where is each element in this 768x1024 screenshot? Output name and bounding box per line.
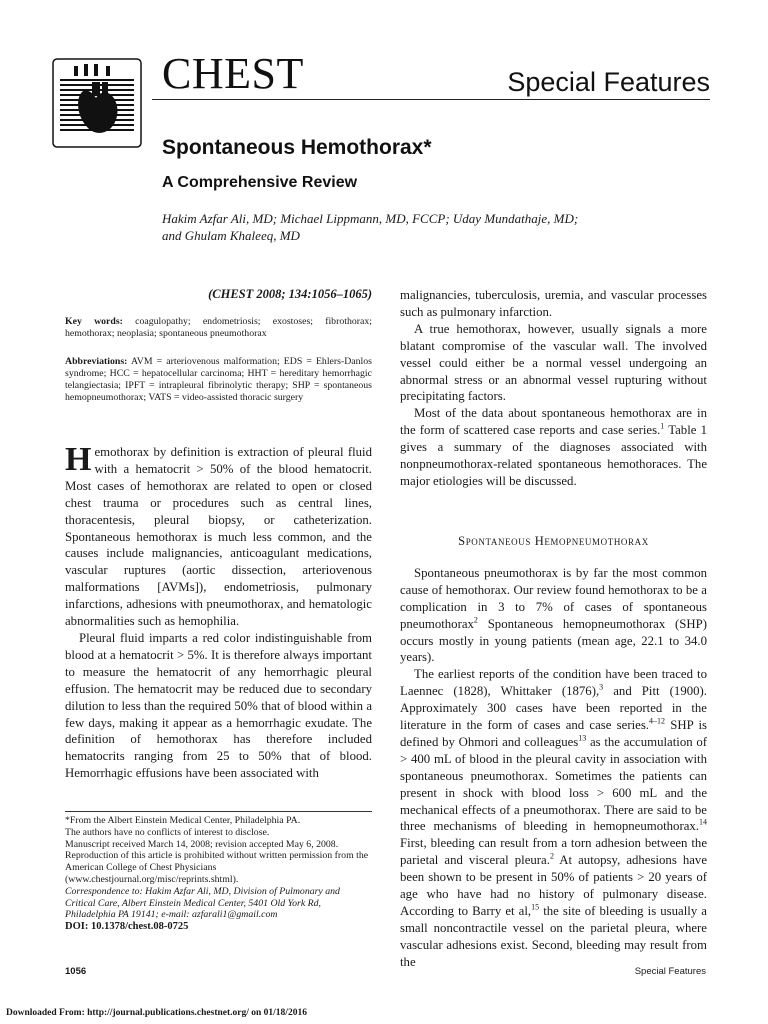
body-paragraph: Pleural fluid imparts a red color indistinguishable from blood at a hematocrit > 5%. It is therefore always important to measure the hematocrit of any hemorrhagic pleural effusion. The hematocrit may be reduced due to secondary dilution to less than the required 50% that of blood within a few days, making it appear as a hemorrhagic exudate. The definition of hemothorax has therefore included hematocrits ranging from 25 to 50% that of blood. Hemorrhagic effusions have been associated with [65,630,372,781]
page-number: 1056 [65,966,87,977]
citation-ref: 3 [599,682,604,692]
citation-ref: 2 [473,615,478,625]
section-label: Special Features [507,67,710,97]
keywords [65,316,372,340]
body-paragraph [400,565,707,666]
author-list [162,210,682,244]
citation-ref: 14 [699,818,707,828]
citation-ref: 13 [578,733,587,743]
citation-ref: 1 [660,421,665,431]
journal-title: CHEST [162,49,304,98]
paragraph-text: Spontaneous hemopneumothorax (SHP) occurs mostly in young patients (mean age, 22.1 to 34.0 years). [400,616,707,665]
body-paragraph: malignancies, tuberculosis, uremia, and vascular processes such as pulmonary infarction. [400,288,707,319]
paragraph-text: First, bleeding can result from a torn adhesion between the parietal and visceral pleura. [400,836,707,868]
footnotes [65,811,372,933]
footnote-manuscript: Manuscript received March 14, 2008; revision accepted May 6, 2008. [65,838,339,850]
author-2: Michael Lippmann, MD, FCCP; [280,211,450,226]
drop-cap: H [65,441,92,478]
abbreviations-label: Abbreviations: [65,356,128,367]
paragraph-text: At autopsy, adhesions have been shown to be present in 50% of patients > 20 years of age who have had no history of pulmonary disease. According to Barry et al, [400,853,707,918]
keywords-text: coagulopathy; endometriosis; exostoses; fibrothorax; hemothorax; neoplasia; spontaneous pneumothorax [65,316,372,339]
header-rule [152,99,710,100]
paragraph-text: Spontaneous pneumothorax is by far the most common cause of hemothorax. Our review found hemothorax to be a complication in 3 to 7% of cases of spontaneous pneumothorax [400,565,707,631]
keywords-label: Key words: [65,316,123,327]
footnote-affiliation: *From the Albert Einstein Medical Center, Philadelphia PA. [65,815,301,826]
footnote-doi: DOI: 10.1378/chest.08-0725 [65,921,189,933]
article-subtitle: A Comprehensive Review [162,174,358,191]
footnote-reproduction: Reproduction of this article is prohibited without written permission from the American College of Chest Physicians (www.chestjournal.org/misc/reprints.shtml). [65,850,369,885]
section-heading: Spontaneous Hemopneumothorax [458,533,649,548]
paragraph-text: as the accumulation of > 400 mL of blood in the pleural cavity in association with spontaneous pneumothorax. Sometimes the patients can present in shock with blood loss > 600 mL and the mechanical effects of a pneumothorax. There are said to be three mechanisms of bleeding in hemopneumothorax. [400,734,707,834]
paragraph-text: SHP is defined by Ohmori and colleagues [400,718,708,749]
download-note: Downloaded From: http://journal.publications.chestnet.org/ on 01/18/2016 [6,1008,307,1018]
left-column [65,287,372,782]
paragraph-text: the site of bleeding is usually a small noncontractile vessel on the parietal pleura, where vascular adhesions exist. Second, bleeding may result from the [400,904,707,969]
abbreviations-text: AVM = arteriovenous malformation; EDS = Ehlers-Danlos syndrome; HCC = hepatocellular carcinoma; HHT = hereditary hemorrhagic telangiectasia; IPFT = intrapleural fibrinolytic therapy; SHP = spontaneous hemopneumothorax; VATS = video-assisted thoracic surgery [65,356,372,403]
journal-logo-icon [52,58,142,148]
article-title: Spontaneous Hemothorax* [162,136,432,159]
citation-ref: 4–12 [649,716,665,726]
paragraph-text: emothorax by definition is extraction of pleural fluid with a hematocrit > 50% of the blood hematocrit. Most cases of hemothorax are related to open or closed chest trauma or procedures such as central lines, thoracentesis, pleural biopsy, or catheterization. Spontaneous hemothorax is much less common, and the causes include malignancies, anticoagulant medications, vascular ruptures (aortic dissection, arteriovenous malformations [AVMs]), endometriosis, pulmonary infarctions, adhesions with pneumothorax, and hematologic abnormalities such as hemophilia. [65,445,372,629]
citation-ref: 2 [549,852,554,862]
citation-ref: 15 [531,902,540,912]
paragraph-text: Table 1 gives a summary of the diagnoses associated with nonpneumothorax-related spontaneous hemothoraces. The major etiologies will be discussed. [400,423,707,488]
footnote-correspondence: Correspondence to: Hakim Azfar Ali, MD, Division of Pulmonary and Critical Care, Albert Einstein Medical Center, 5401 Old York Rd, Philadelphia PA 19141; e-mail: azfarali1@gmail.com [65,885,340,921]
footnote-conflicts: The authors have no conflicts of interest to disclose. [65,826,270,838]
author-4: and Ghulam Khaleeq, MD [162,228,300,243]
body-paragraph: A true hemothorax, however, usually signals a more blatant compromise of the vascular wall. The involved vessel could either be a normal vessel undergoing an abnormal stress or an abnormal vessel rupturing without precipitating factors. [400,321,707,404]
paragraph-text: and Pitt (1900). Approximately 300 cases have been reported in the literature in the form of cases and case series. [400,684,707,733]
paragraph-text: The earliest reports of the condition have been traced to Laennec (1828), Whittaker (1876), [400,667,707,699]
paragraph-text: Most of the data about spontaneous hemothorax are in the form of scattered case reports and case series. [400,406,707,438]
right-column [400,287,707,971]
footer-section-label: Special Features [634,966,706,977]
body-paragraph [65,441,372,630]
author-3: Uday Mundathaje, MD; [452,211,579,226]
citation: (CHEST 2008; 134:1056–1065) [208,287,372,301]
body-paragraph [400,405,707,490]
abbreviations [65,356,372,404]
author-1: Hakim Azfar Ali, MD; [162,211,278,226]
body-paragraph [400,666,707,970]
